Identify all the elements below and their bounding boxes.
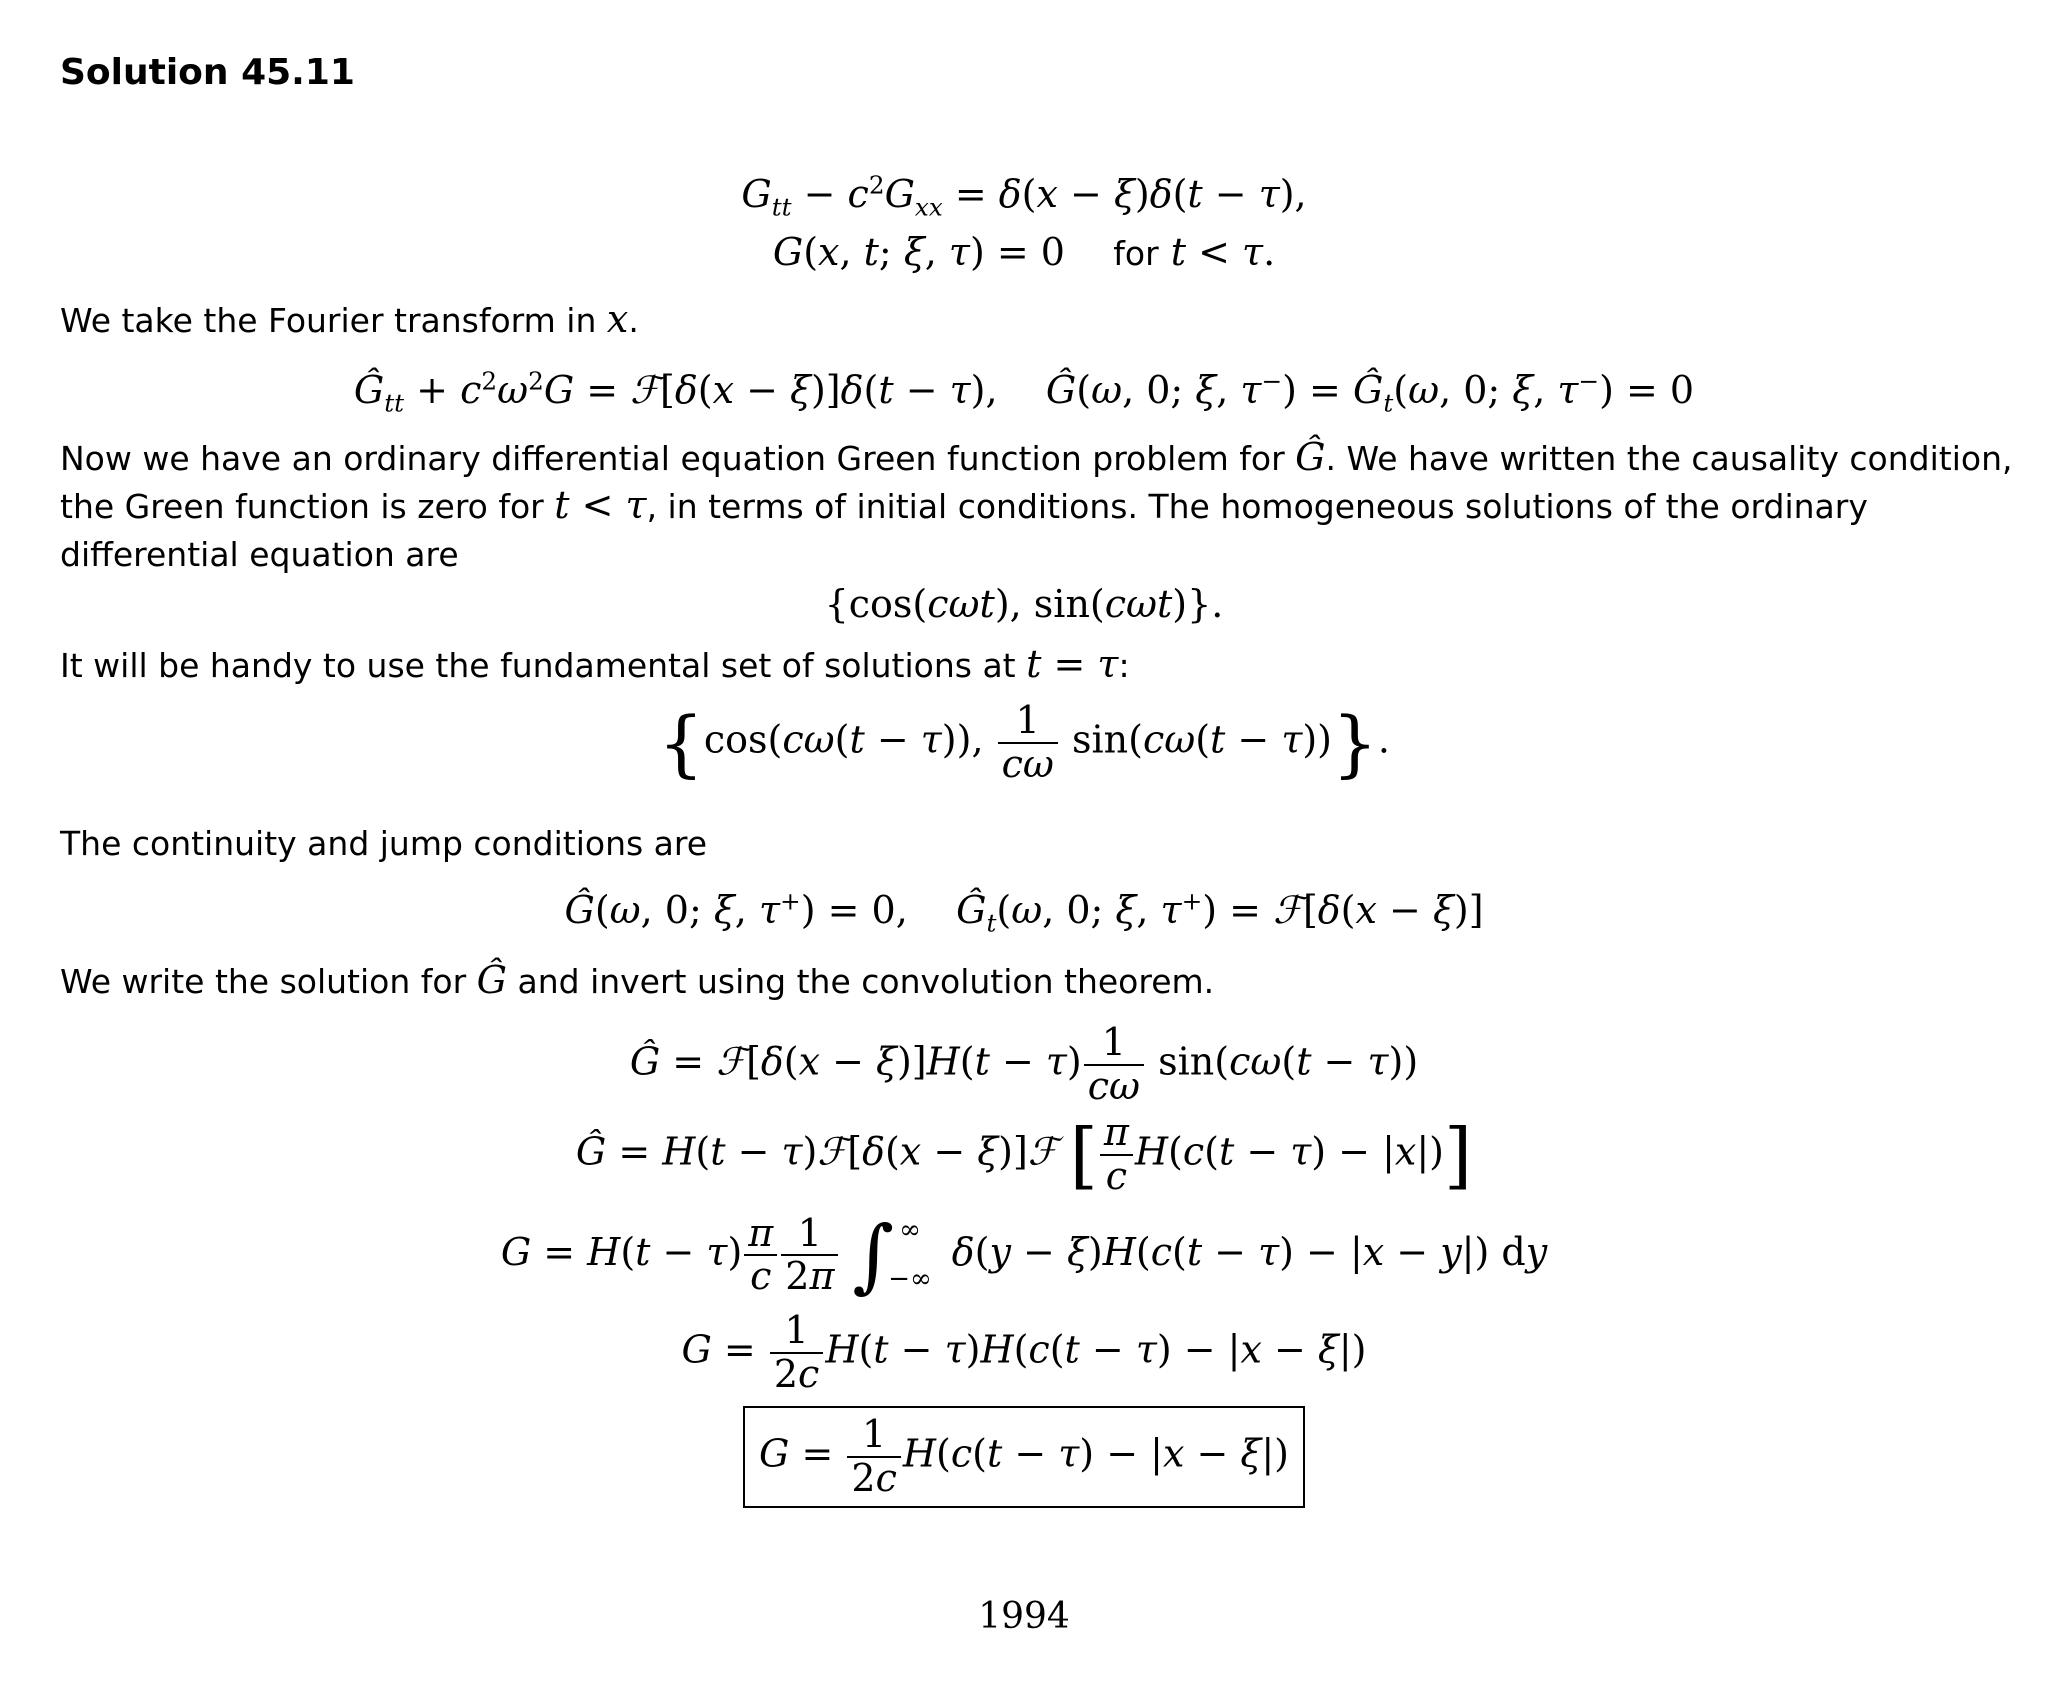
text-solution-a: We write the solution for — [60, 962, 467, 1001]
equation-homogeneous: {cos(cωt), sin(cωt)}. — [824, 582, 1224, 626]
solution-heading: Solution 45.11 — [60, 52, 355, 93]
equation-ghat-convolution: Ĝ = H(t − τ)ℱ[δ(x − ξ)]ℱ [ $\frac{\pi}{c}$ H(c(t − τ) − |x|)] — [575, 1110, 1473, 1198]
equation-g-integral: G = H(t − τ) $\frac{\pi}{c}$ $\frac{1}{2\pi}$ ∫ ∞ −∞ δ(y − ξ)H(c(t − τ) − |x − y|) dy — [500, 1208, 1548, 1302]
equation-ghat-solution: Ĝ = ℱ[δ(x − ξ)]H(t − τ) $\frac{1}{c\omega}$ sin(cω(t − τ)) — [629, 1020, 1419, 1108]
text-solution-b: and invert using the convolution theorem. — [517, 962, 1215, 1001]
equation-fundamental-set: {cos(cω(t − τ)), $\frac{1}{c\omega}$ sin(cω(t − τ))}. — [658, 698, 1390, 786]
equation-final-boxed — [0, 1406, 2048, 1508]
var-x: x — [606, 297, 629, 341]
equation-pde: $G_{tt} - c^2G_{xx} = \delta(x - \xi)\delta(t - \tau)$, — [741, 170, 1307, 222]
paragraph-jump — [60, 820, 2020, 868]
text-ode-a: Now we have an ordinary differential equation Green function problem for — [60, 439, 1285, 478]
equation-causality: G(x, t; ξ, τ) = 0 for t < τ. — [772, 230, 1276, 274]
text-fundamental: It will be handy to use the fundamental set of solutions at — [60, 646, 1016, 685]
page-number: 1994 — [978, 1596, 1070, 1637]
equation-g-product: G = $\frac{1}{2c}$ H(t − τ)H(c(t − τ) − |x − ξ|) — [681, 1308, 1367, 1396]
eq1-src — [0, 0, 1, 1]
text-jump: The continuity and jump conditions are — [60, 824, 708, 863]
equation-transformed: $Ĝ_{tt} + c^2\omega^2G$ = ℱ[δ(x − ξ)]δ(t − τ), Ĝ(ω, 0; ξ, $\tau^-) = Ĝ_t(\omega$, 0; ξ, τ−) = 0 — [353, 366, 1695, 418]
text-fourier: We take the Fourier transform in — [60, 301, 597, 340]
paragraph-fundamental: It will be handy to use the fundamental set of solutions at t = τ: — [60, 642, 1130, 686]
var-Ghat: Ĝ — [1295, 435, 1326, 479]
paragraph-ode: Now we have an ordinary differential equation Green function problem for Ĝ. We have written the causality condition, the Green function is zero for t < τ, in terms of initial conditions. The homogeneous solutions of the ordinary differential equation are — [60, 435, 2013, 574]
text-ode-c: , in terms of initial conditions. The homogeneous solutions of the ordinary differential equation are — [60, 487, 1868, 574]
equation-jump-conditions: Ĝ(ω, 0; ξ, τ+) = 0, $Ĝ_t(\omega$, 0; ξ, τ+) = ℱ[δ(x − ξ)] — [564, 886, 1484, 938]
paragraph-solution — [60, 958, 2020, 1006]
final-answer-box: G = $\frac{1}{2c}$ H(c(t − τ) − |x − ξ|) — [743, 1406, 1305, 1508]
var-Ghat-2: Ĝ — [476, 958, 507, 1002]
equation-source-strings — [0, 0, 1, 1]
text-ode-b: . We have written the causality condition, the Green function is zero for — [60, 439, 2013, 526]
paragraph-fourier: We take the Fourier transform in x. — [60, 297, 639, 341]
